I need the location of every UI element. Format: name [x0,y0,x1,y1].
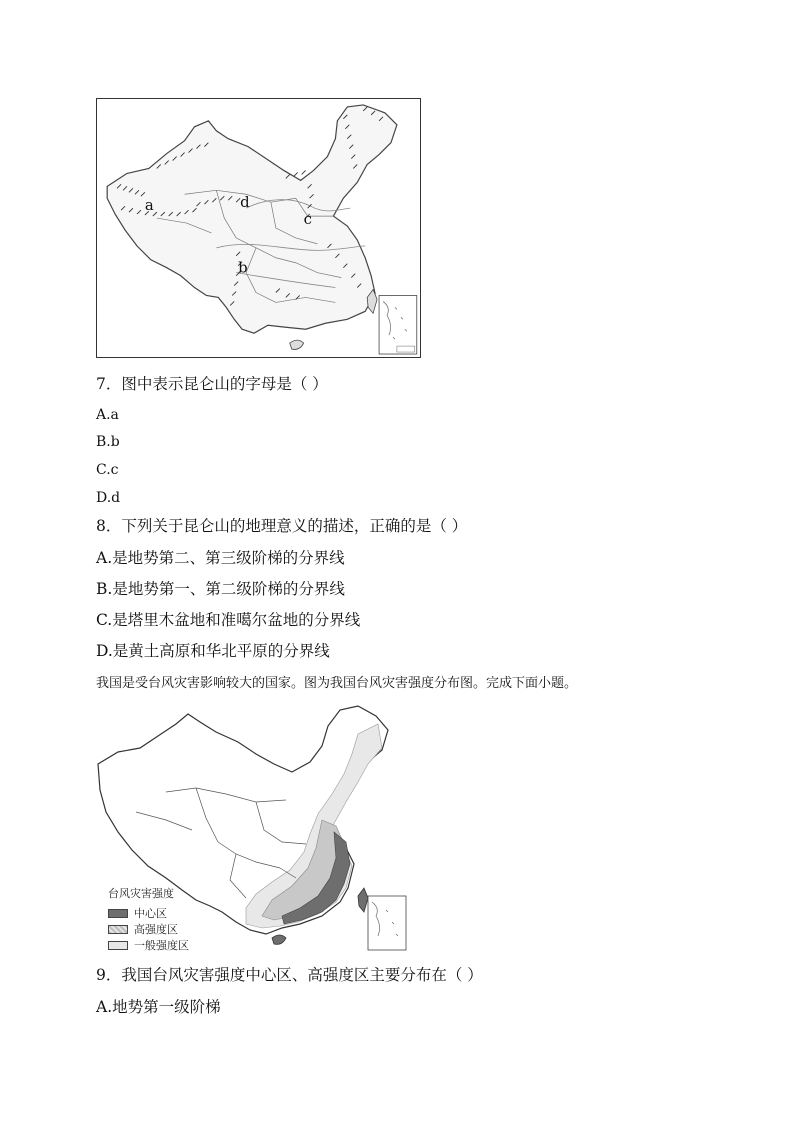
map-label-c: c [303,210,312,229]
question-7-option-b[interactable]: B.b [96,434,120,450]
legend-swatch-normal [108,941,128,950]
question-7-option-d[interactable]: D.d [96,490,121,506]
legend-swatch-high [108,925,128,934]
map-label-a: a [144,196,154,215]
map-label-b: b [238,258,248,277]
question-7-option-a[interactable]: A.a [96,407,119,423]
question-8-option-c[interactable]: C.是塔里木盆地和准噶尔盆地的分界线 [96,611,361,629]
legend-title: 台风灾害强度 [108,887,174,900]
south-china-sea-inset [379,295,417,354]
inset-scale-box [397,346,415,352]
legend-row-normal [108,937,189,953]
question-8-option-a[interactable]: A.是地势第二、第三级阶梯的分界线 [96,549,345,567]
hainan-island [290,340,304,349]
terrain-map [96,98,421,358]
south-china-sea-inset-2 [368,896,406,950]
question-8-option-b[interactable]: B.是地势第一、第二级阶梯的分界线 [96,580,345,598]
question-7-option-c[interactable]: C.c [96,462,119,478]
question-7-stem: 7．图中表示昆仑山的字母是（ ） [96,375,328,393]
hainan-island-2 [272,935,286,944]
legend-row-center [108,905,189,921]
question-8-stem: 8．下列关于昆仑山的地理意义的描述，正确的是（ ） [96,517,468,535]
legend-label-normal: 一般强度区 [134,939,189,952]
legend-label-high: 高强度区 [134,923,178,936]
legend-row-high [108,921,189,937]
question-8-option-d[interactable]: D.是黄土高原和华北平原的分界线 [96,642,330,660]
legend-label-center: 中心区 [134,907,167,920]
taiwan-island-2 [358,888,368,912]
map-label-d: d [240,193,250,212]
china-outline [107,105,397,333]
question-9-option-a[interactable]: A.地势第一级阶梯 [96,998,221,1016]
terrain-map-svg [97,99,420,357]
typhoon-map-legend [108,885,189,953]
legend-swatch-center [108,909,128,918]
typhoon-intro-text: 我国是受台风灾害影响较大的国家。图为我国台风灾害强度分布图。完成下面小题。 [96,676,578,691]
question-9-stem: 9．我国台风灾害强度中心区、高强度区主要分布在（ ） [96,966,483,984]
